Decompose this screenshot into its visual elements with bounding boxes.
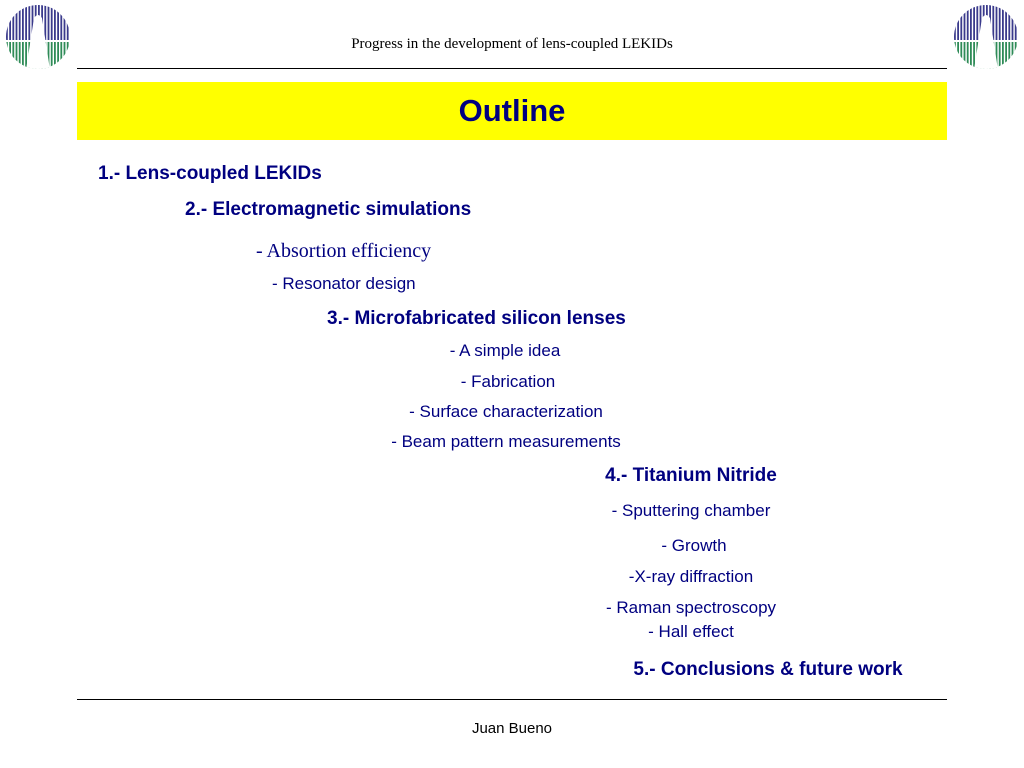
footer-divider <box>77 699 947 700</box>
outline-item-absortion-efficiency: - Absortion efficiency <box>256 240 432 262</box>
outline-section-1: 1.- Lens-coupled LEKIDs <box>98 163 322 184</box>
outline-item-raman-spectroscopy: - Raman spectroscopy <box>605 598 777 617</box>
presentation-title: Progress in the development of lens-coupled LEKIDs <box>351 36 673 52</box>
outline-item-simple-idea: - A simple idea <box>449 341 561 360</box>
outline-section-2: 2.- Electromagnetic simulations <box>185 199 472 220</box>
footer-author: Juan Bueno <box>471 720 553 737</box>
header-divider <box>77 68 947 69</box>
outline-item-beam-pattern: - Beam pattern measurements <box>391 432 621 451</box>
title-banner <box>77 82 947 140</box>
outline-item-hall-effect: - Hall effect <box>648 622 734 641</box>
outline-item-surface-characterization: - Surface characterization <box>409 402 603 421</box>
outline-item-growth: - Growth <box>661 536 727 555</box>
outline-section-5: 5.- Conclusions & future work <box>633 659 903 680</box>
outline-item-fabrication: - Fabrication <box>460 372 556 391</box>
outline-item-xray-diffraction: -X-ray diffraction <box>628 567 754 586</box>
outline-item-sputtering-chamber: - Sputtering chamber <box>611 501 771 520</box>
outline-section-3: 3.- Microfabricated silicon lenses <box>327 308 626 329</box>
slide-title: Outline <box>458 93 566 128</box>
outline-item-resonator-design: - Resonator design <box>272 274 416 293</box>
outline-section-4: 4.- Titanium Nitride <box>605 465 777 486</box>
